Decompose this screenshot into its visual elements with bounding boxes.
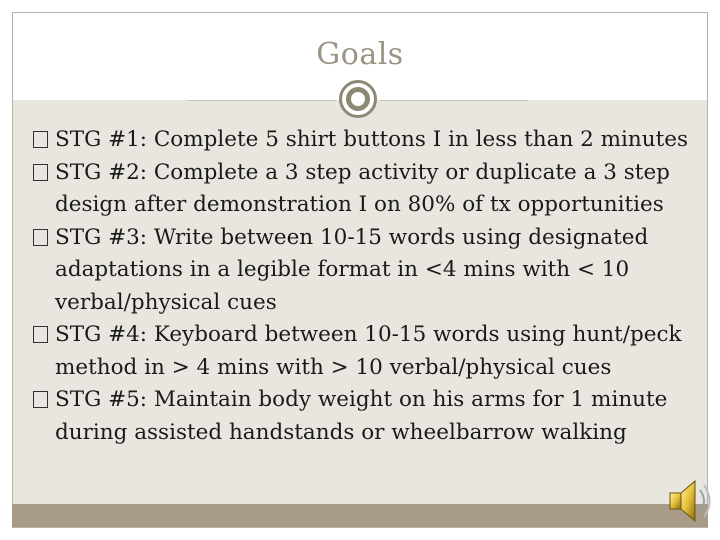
title-divider-right [380, 100, 528, 101]
ring-icon [339, 80, 377, 118]
goals-list [33, 124, 698, 449]
goal-text-4: STG #4: Keyboard between 10-15 words using hunt/peck method in > 4 mins with > 10 verbal/physical cues [55, 322, 682, 380]
footer-bar [12, 504, 708, 527]
goal-text-1: STG #1: Complete 5 shirt buttons I in less than 2 minutes [55, 127, 689, 152]
list-item [33, 157, 698, 222]
list-item [33, 124, 698, 157]
goal-text-5: STG #5: Maintain body weight on his arms for 1 minute during assisted handstands or wheelbarrow walking [55, 387, 668, 445]
goal-text-2: STG #2: Complete a 3 step activity or duplicate a 3 step design after demonstration I on 80% of tx opportunities [55, 159, 670, 217]
missing-glyph-box-icon [33, 131, 48, 148]
list-item [33, 384, 698, 449]
list-item [33, 222, 698, 320]
speaker-icon[interactable] [664, 476, 712, 526]
missing-glyph-box-icon [33, 391, 48, 408]
title-divider-left [188, 100, 336, 101]
missing-glyph-box-icon [33, 229, 48, 246]
list-item [33, 319, 698, 384]
missing-glyph-box-icon [33, 164, 48, 181]
goal-text-3: STG #3: Write between 10-15 words using designated adaptations in a legible format in <4 mins with < 10 verbal/physical cues [55, 224, 649, 315]
missing-glyph-box-icon [33, 326, 48, 343]
slide-title: Goals [316, 37, 404, 72]
